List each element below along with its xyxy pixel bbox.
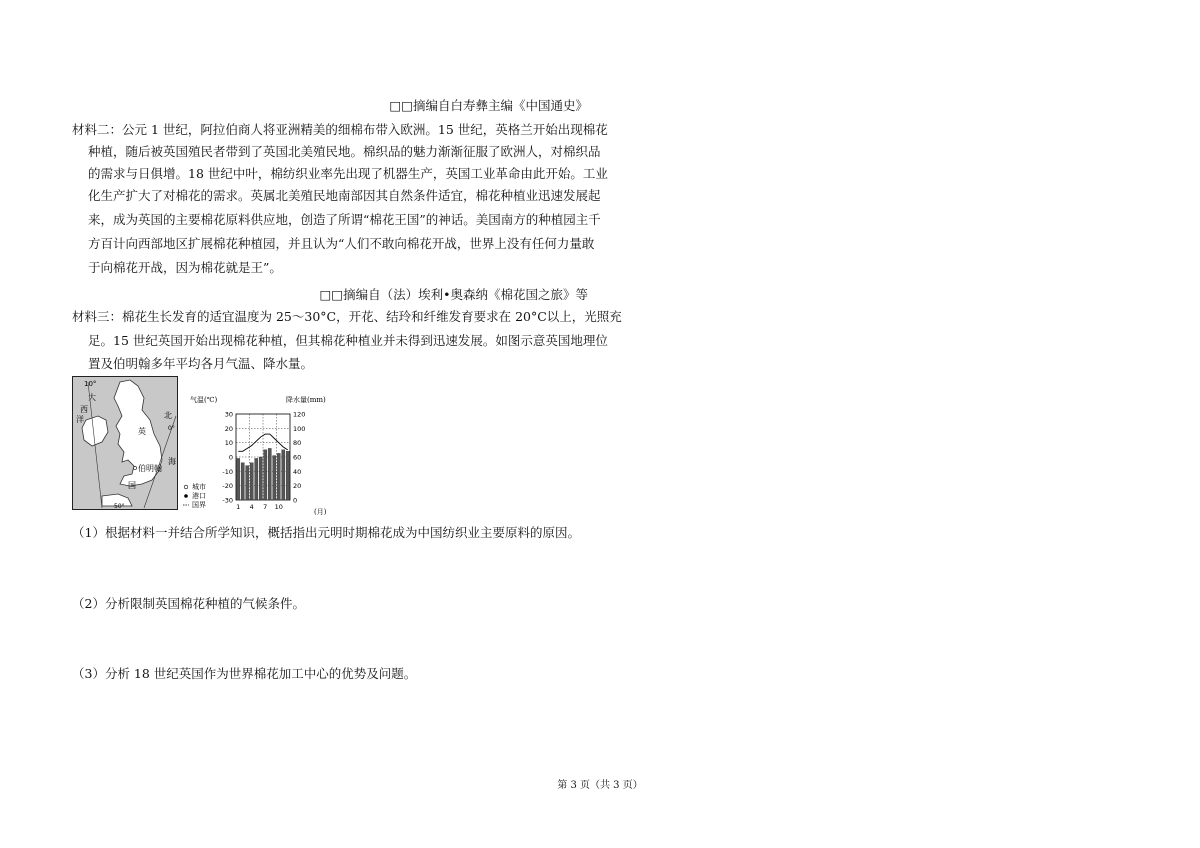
question-2: （2）分析限制英国棉花种植的气候条件。	[72, 596, 305, 611]
x-tick-label: 4	[249, 503, 254, 511]
legend-label: 城市	[192, 483, 206, 491]
material-2-line: 的需求与日俱增。18 世纪中叶，棉纺织业率先出现了机器生产，英国工业革命由此开始。工业	[88, 166, 608, 181]
precipitation-bar	[241, 463, 244, 500]
left-tick-label: 0	[228, 453, 233, 462]
precipitation-bar	[255, 458, 258, 500]
left-tick-label: -20	[222, 482, 233, 491]
map-label: 海	[168, 457, 176, 466]
map-label: 国	[128, 481, 136, 490]
precipitation-bar	[282, 450, 285, 500]
right-tick-label: 80	[293, 439, 302, 448]
right-tick-label: 0	[293, 496, 298, 505]
material-2-line: 方百计向西部地区扩展棉花种植园，并且认为“人们不敢向棉花开战，世界上没有任何力量敢	[88, 236, 595, 251]
citation-2: □□摘编自（法）埃利•奥森纳《棉花国之旅》等	[319, 287, 588, 302]
material-3-line: 足。15 世纪英国开始出现棉花种植，但其棉花种植业并未得到迅速发展。如图示意英国地理位	[88, 333, 608, 348]
question-3: （3）分析 18 世纪英国作为世界棉花加工中心的优势及问题。	[72, 666, 417, 681]
right-tick-label: 60	[293, 453, 302, 462]
uk-location-map	[72, 376, 178, 510]
material-3-line: 材料三：棉花生长发育的适宜温度为 25～30°C，开花、结玲和纤维发育要求在 20°C以上，光照充	[72, 309, 622, 324]
city-label: 伯明翰	[138, 464, 162, 473]
precipitation-bar	[268, 448, 271, 500]
x-tick-label: 10	[274, 503, 283, 511]
left-tick-label: -10	[222, 467, 233, 476]
port-legend-icon	[184, 494, 188, 498]
legend-label: 国界	[192, 501, 206, 509]
precipitation-bar	[237, 458, 240, 500]
left-tick-label: 10	[224, 439, 233, 448]
material-3-line: 置及伯明翰多年平均各月气温、降水量。	[88, 356, 314, 371]
left-tick-label: -30	[222, 496, 233, 505]
city-marker	[133, 466, 136, 469]
right-tick-label: 20	[293, 482, 302, 491]
left-axis-title: 气温(℃)	[190, 396, 218, 404]
left-tick-label: 20	[224, 424, 233, 433]
precipitation-bar	[259, 457, 262, 500]
question-1: （1）根据材料一并结合所学知识，概括指出元明时期棉花成为中国纺织业主要原料的原因。	[72, 525, 580, 540]
map-label: 大	[88, 393, 96, 402]
map-label: 洋	[76, 415, 84, 424]
right-tick-label: 100	[293, 424, 306, 433]
map-label: 西	[80, 405, 88, 414]
citation-1: □□摘编自白寿彝主编《中国通史》	[389, 98, 588, 113]
right-axis-title: 降水量(mm)	[286, 396, 326, 404]
x-tick-label: 1	[236, 503, 241, 511]
right-tick-label: 120	[293, 410, 306, 419]
precipitation-bar	[286, 451, 289, 500]
material-2-line: 化生产扩大了对棉花的需求。英属北美殖民地南部因其自然条件适宜，棉花种植业迅速发展起	[88, 188, 601, 203]
material-2-line: 材料二：公元 1 世纪，阿拉伯商人将亚洲精美的细棉布带入欧洲。15 世纪，英格兰开始出现棉花	[72, 122, 608, 137]
material-2-line: 来，成为英国的主要棉花原料供应地，创造了所谓“棉花王国”的神话。美国南方的种植园主千	[88, 212, 601, 227]
map-label: 50°	[114, 503, 125, 510]
x-axis-unit: (月)	[314, 508, 327, 515]
precipitation-bar	[246, 466, 249, 500]
precipitation-bar	[250, 463, 253, 500]
map-label: 0°	[168, 425, 175, 432]
page-footer: 第 3 页（共 3 页）	[557, 780, 643, 791]
map-label: 英	[138, 427, 146, 436]
right-tick-label: 40	[293, 467, 302, 476]
birmingham-climate-chart	[190, 392, 335, 515]
precipitation-bar	[264, 450, 267, 500]
precipitation-bar	[273, 456, 276, 500]
precipitation-bar	[277, 453, 280, 500]
material-2-line: 于向棉花开战，因为棉花就是王”。	[88, 260, 282, 275]
x-tick-label: 7	[263, 503, 268, 511]
city-legend-icon	[184, 485, 188, 489]
map-label: 北	[164, 411, 172, 420]
material-2-line: 种植，随后被英国殖民者带到了英国北美殖民地。棉织品的魅力渐渐征服了欧洲人，对棉织品	[88, 144, 601, 159]
legend-label: 港口	[192, 492, 206, 500]
map-label: 10°	[84, 380, 97, 388]
left-tick-label: 30	[224, 410, 233, 419]
